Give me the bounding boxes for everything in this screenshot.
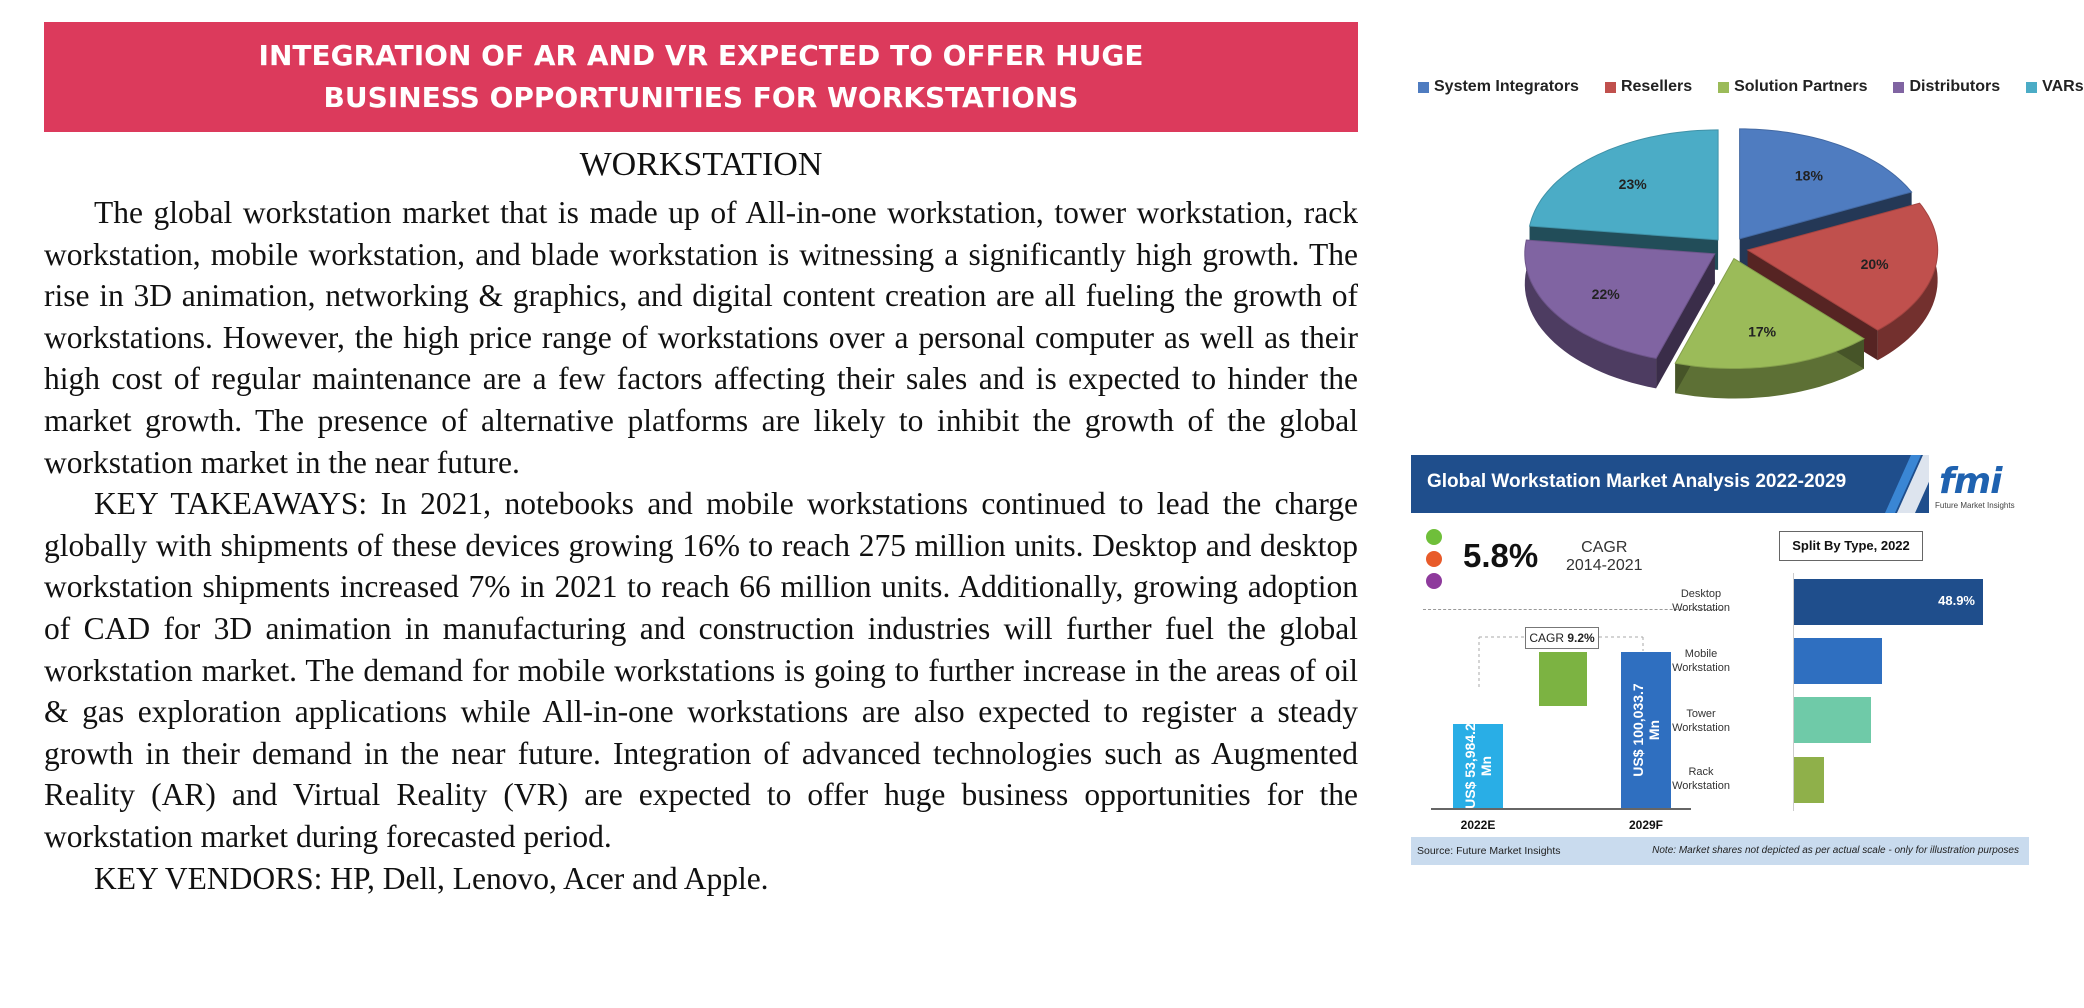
type-bar-rack — [1793, 757, 1824, 803]
section-title: WORKSTATION — [579, 146, 823, 183]
legend-swatch — [1893, 82, 1904, 93]
banner-line-1: INTEGRATION OF AR AND VR EXPECTED TO OFFER HUGE — [258, 39, 1144, 72]
infographic-title: Global Workstation Market Analysis 2022-2029 — [1427, 471, 1847, 492]
type-label-tower — [1651, 707, 1751, 735]
legend-swatch — [1718, 82, 1729, 93]
orange-dot-icon — [1426, 551, 1442, 567]
title-banner — [44, 22, 1358, 132]
article-body — [44, 192, 1358, 899]
pie-legend — [1418, 78, 2084, 96]
cagr-period: 2014-2021 — [1566, 557, 1643, 574]
market-analysis-infographic — [1411, 455, 2029, 865]
legend-swatch — [1418, 82, 1429, 93]
bar-axis — [1793, 573, 1794, 811]
infographic-footer — [1411, 837, 2029, 865]
legend-label: Solution Partners — [1734, 78, 1868, 95]
pie-data-label: 20% — [1860, 256, 1889, 272]
cagr-value: 5.8% — [1463, 537, 1539, 574]
bar-cagr-box — [1525, 627, 1599, 649]
paragraph-key-vendors: KEY VENDORS: HP, Dell, Lenovo, Acer and Apple. — [94, 860, 769, 896]
type-bar-mobile — [1793, 638, 1882, 684]
type-label-tower-line1: Tower — [1686, 708, 1716, 720]
pie-data-label: 23% — [1618, 175, 1647, 192]
logo-text: fmi — [1939, 461, 2002, 502]
type-label-desktop-line1: Desktop — [1680, 588, 1722, 600]
legend-label: Resellers — [1620, 78, 1693, 95]
source-text: Source: Future Market Insights — [1417, 845, 1561, 857]
split-by-type-title: Split By Type, 2022 — [1779, 531, 1923, 561]
bar-cagr-value: 9.2% — [1567, 631, 1595, 645]
legend-item-resellers — [1605, 78, 1692, 96]
paragraph-intro: The global workstation market that is made up of All-in-one workstation, tower workstation, rack workstation, mobile workstation, and blade workstation is witnessing a significantly high growth. The rise in 3D animation, networking & graphics, and digital content creation are all fueling the growth of workstations. However, the high price range of workstations over a personal computer as well as their high cost of regular maintenance are a few factors affecting their sales and is expected to hinder the market growth. The presence of alternative platforms are likely to inhibit the growth of the global workstation market in the near future. — [44, 195, 1358, 480]
banner-line-2: BUSINESS OPPORTUNITIES FOR WORKSTATIONS — [323, 81, 1079, 114]
type-label-mobile — [1651, 647, 1751, 675]
bar-2022e-label — [1462, 723, 1494, 809]
type-label-rack-line1: Rack — [1688, 766, 1714, 778]
type-label-tower-line2: Workstation — [1672, 722, 1730, 734]
year-label-2022e: 2022E — [1460, 818, 1496, 832]
pie-data-label: 22% — [1591, 285, 1620, 302]
legend-label: Distributors — [1909, 78, 2001, 95]
infographic-header — [1411, 455, 2029, 513]
type-label-mobile-line2: Workstation — [1672, 662, 1730, 674]
type-label-rack-line2: Workstation — [1672, 780, 1730, 792]
type-bar-tower — [1793, 697, 1871, 743]
bar-2029f-value: US$ 100,033.7 — [1630, 683, 1646, 777]
legend-swatch — [1605, 82, 1616, 93]
bar-cagr-label: CAGR — [1529, 631, 1564, 645]
logo-subtitle: Future Market Insights — [1935, 501, 2015, 510]
channel-pie-chart — [1490, 130, 1960, 410]
legend-item-vars — [2026, 78, 2084, 96]
pie-data-label: 18% — [1794, 167, 1823, 184]
legend-item-solution-partners — [1718, 78, 1867, 96]
bar-2029f-unit: Mn — [1646, 719, 1662, 741]
fmi-logo — [1929, 455, 2029, 513]
legend-item-system-integrators — [1418, 78, 1579, 96]
bar-2022e-unit: Mn — [1478, 755, 1494, 776]
type-bar-desktop-value: 48.9% — [1938, 593, 1975, 608]
type-bar-desktop — [1793, 579, 1983, 625]
type-label-rack — [1651, 765, 1751, 793]
note-text: Note: Market shares not depicted as per actual scale - only for illustration purposes — [1652, 845, 2019, 856]
bar-2022e-value: US$ 53,984.2 — [1462, 723, 1478, 809]
paragraph-key-takeaways: KEY TAKEAWAYS: In 2021, notebooks and mobile workstations continued to lead the charge globally with shipments of these devices growing 16% to reach 275 million units. Desktop and desktop workstation shipments increased 7% in 2021 to reach 66 million units. Additionally, growing adoption of CAD for 3D animation in manufacturing and construction industries will further fuel the global workstation market. The demand for mobile workstations is going to further increase in the areas of oil & gas exploration applications while All-in-one workstations are also expected to register a steady growth in their demand in the near future. Integration of advanced technologies such as Augmented Reality (AR) and Virtual Reality (VR) are expected to offer huge business opportunities for the workstation market during forecasted period. — [44, 486, 1358, 854]
growth-increment-bar — [1539, 652, 1587, 706]
year-label-2029f: 2029F — [1628, 818, 1664, 832]
type-label-mobile-line1: Mobile — [1684, 648, 1718, 660]
legend-label: VARs — [2042, 78, 2084, 95]
purple-dot-icon — [1426, 573, 1442, 589]
legend-item-distributors — [1893, 78, 2000, 96]
type-label-desktop-line2: Workstation — [1672, 602, 1730, 614]
type-label-desktop — [1651, 587, 1751, 615]
cagr-label-text: CAGR — [1581, 539, 1628, 556]
legend-label: System Integrators — [1434, 78, 1579, 95]
pie-data-label: 17% — [1748, 323, 1777, 340]
green-dot-icon — [1426, 529, 1442, 545]
bar-2022e — [1453, 724, 1503, 808]
cagr-label — [1566, 539, 1643, 575]
legend-swatch — [2026, 82, 2037, 93]
